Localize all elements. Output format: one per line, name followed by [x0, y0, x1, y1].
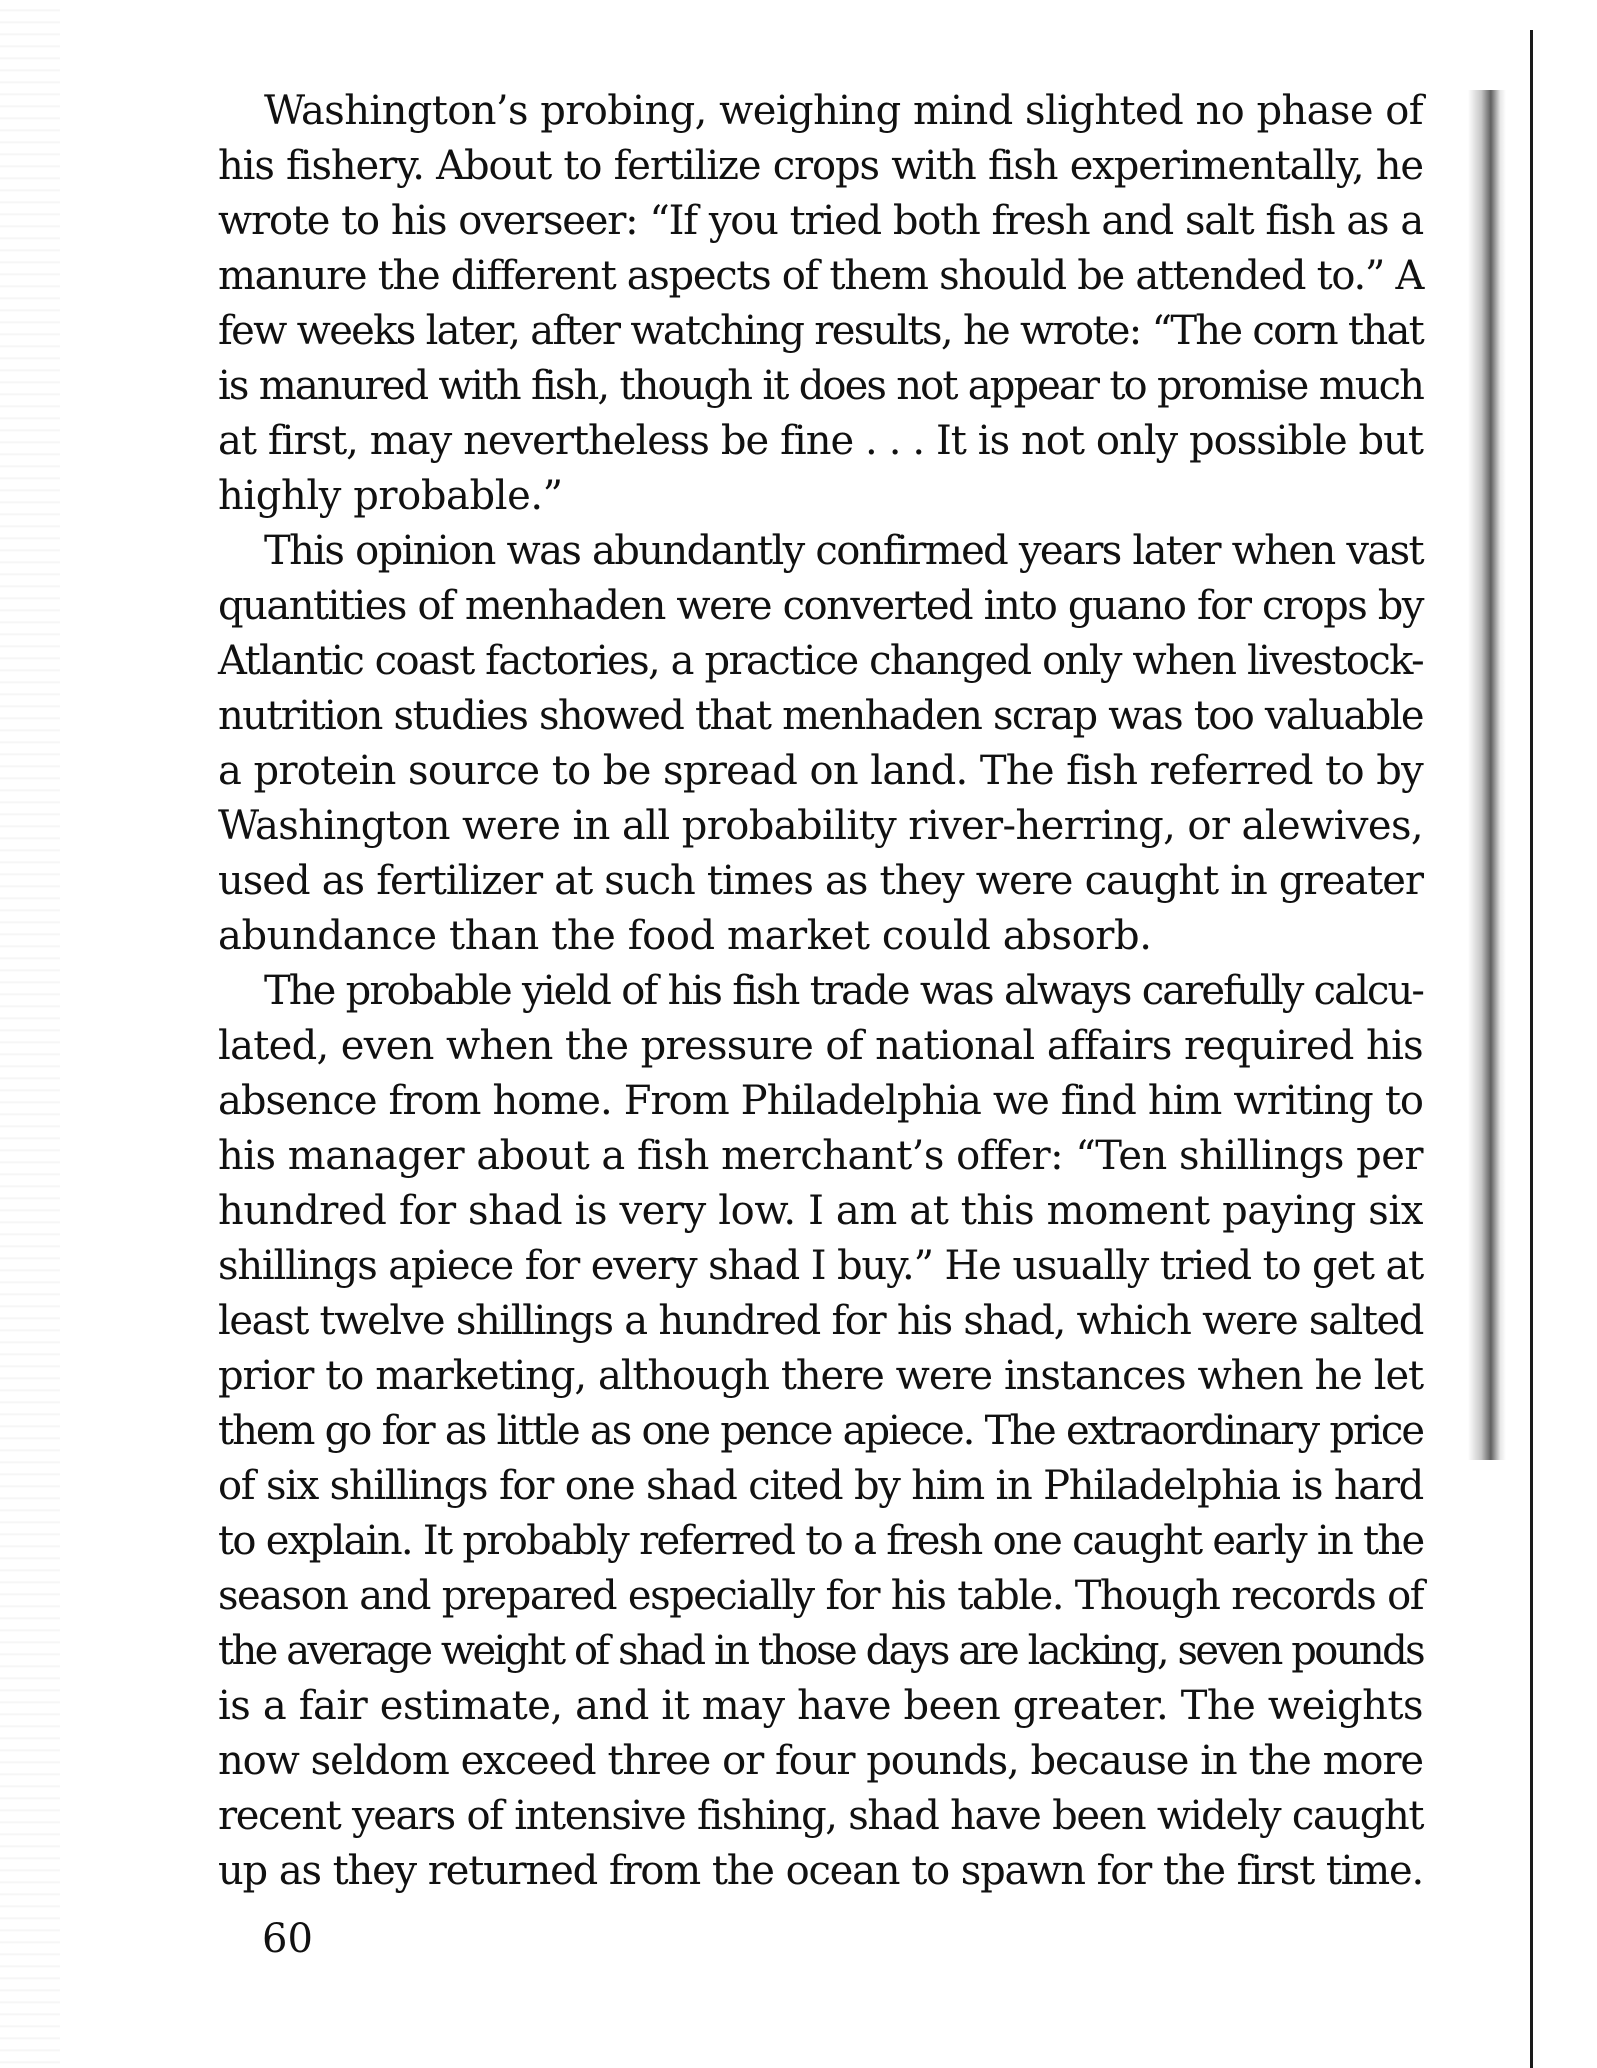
text-line: hundred for shad is very low. I am at this moment paying six [218, 1188, 1423, 1234]
text-line: few weeks later, after watching results, he wrote: “The corn that [218, 308, 1423, 354]
text-line: lated, even when the pressure of national affairs required his [218, 1023, 1423, 1069]
body-text [218, 84, 1423, 1899]
text-line: nutrition studies showed that menhaden scrap was too valuable [218, 693, 1423, 739]
text-line: his fishery. About to fertilize crops with fish experimentally, he [218, 143, 1423, 189]
paragraph [218, 964, 1423, 1899]
text-line: Washington were in all probability river-herring, or alewives, [218, 803, 1423, 849]
text-line: abundance than the food market could absorb. [218, 913, 1152, 959]
text-line: them go for as little as one pence apiece. The extraordinary price [218, 1408, 1423, 1454]
text-line: is a fair estimate, and it may have been greater. The weights [218, 1683, 1423, 1729]
text-line: quantities of menhaden were converted into guano for crops by [218, 583, 1423, 629]
text-line: Washington’s probing, weighing mind slighted no phase of [264, 88, 1423, 134]
gutter-line [1530, 30, 1533, 2068]
text-line: to explain. It probably referred to a fresh one caught early in the [218, 1518, 1424, 1564]
text-line: Atlantic coast factories, a practice changed only when livestock- [218, 638, 1423, 684]
paragraph [218, 524, 1423, 964]
text-line: his manager about a fish merchant’s offer: “Ten shillings per [218, 1133, 1423, 1179]
text-line: highly probable.” [218, 473, 563, 519]
text-line: manure the different aspects of them should be attended to.” A [218, 253, 1424, 299]
paragraph [218, 84, 1423, 524]
text-line: the average weight of shad in those days are lacking, seven pounds [218, 1628, 1423, 1674]
text-line: of six shillings for one shad cited by him in Philadelphia is hard [218, 1463, 1423, 1509]
text-line: The probable yield of his fish trade was always carefully calcu- [264, 968, 1423, 1014]
scan-edge-noise [0, 0, 60, 2068]
text-line: wrote to his overseer: “If you tried both fresh and salt fish as a [218, 198, 1423, 244]
binding-shadow [1468, 90, 1506, 1460]
text-line: recent years of intensive fishing, shad have been widely caught [218, 1793, 1423, 1839]
text-line: shillings apiece for every shad I buy.” He usually tried to get at [218, 1243, 1423, 1289]
text-line: used as fertilizer at such times as they were caught in greater [218, 858, 1423, 904]
text-line: least twelve shillings a hundred for his shad, which were salted [218, 1298, 1423, 1344]
text-line: absence from home. From Philadelphia we find him writing to [218, 1078, 1423, 1124]
text-line: a protein source to be spread on land. The fish referred to by [218, 748, 1423, 794]
page-number: 60 [262, 1916, 313, 1962]
text-line: up as they returned from the ocean to spawn for the first time. [218, 1848, 1423, 1894]
text-line: now seldom exceed three or four pounds, because in the more [218, 1738, 1423, 1784]
text-line: season and prepared especially for his table. Though records of [218, 1573, 1423, 1619]
text-line: prior to marketing, although there were instances when he let [218, 1353, 1423, 1399]
text-line: is manured with fish, though it does not appear to promise much [218, 363, 1423, 409]
text-line: at first, may nevertheless be fine . . . It is not only possible but [218, 418, 1423, 464]
text-line: This opinion was abundantly confirmed years later when vast [264, 528, 1423, 574]
